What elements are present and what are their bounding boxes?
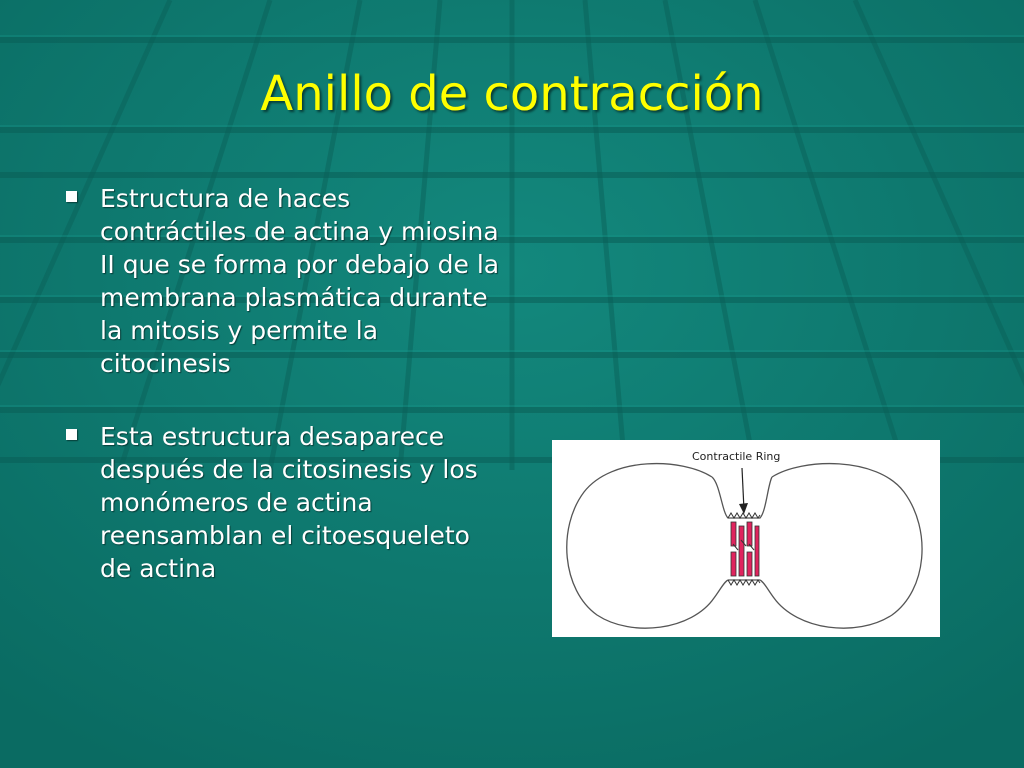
cleavage-furrow-top <box>712 477 772 518</box>
contractile-ring-bundles <box>731 522 759 576</box>
square-bullet-icon <box>66 429 77 440</box>
square-bullet-icon <box>66 191 77 202</box>
contractile-ring-diagram <box>552 440 940 637</box>
bullet-text: Estructura de haces contráctiles de actina y miosina II que se forma por debajo de la membrana plasmática durante la mitosis y permite la citocinesis <box>100 184 500 378</box>
membrane-zigzag-bottom <box>728 580 760 585</box>
bullet-item <box>62 420 502 585</box>
bullet-item <box>62 182 502 380</box>
bullet-text: Esta estructura desaparece después de la citosinesis y los monómeros de actina reensamblan el citoesqueleto de actina <box>100 422 478 583</box>
dividing-cell-drawing <box>552 440 940 637</box>
diagram-label: Contractile Ring <box>692 450 781 463</box>
slide-title: Anillo de contracción <box>260 66 764 122</box>
arrow-head-icon <box>739 503 748 514</box>
bullet-list <box>62 182 502 585</box>
left-daughter-cell <box>567 464 728 629</box>
right-daughter-cell <box>760 464 922 629</box>
